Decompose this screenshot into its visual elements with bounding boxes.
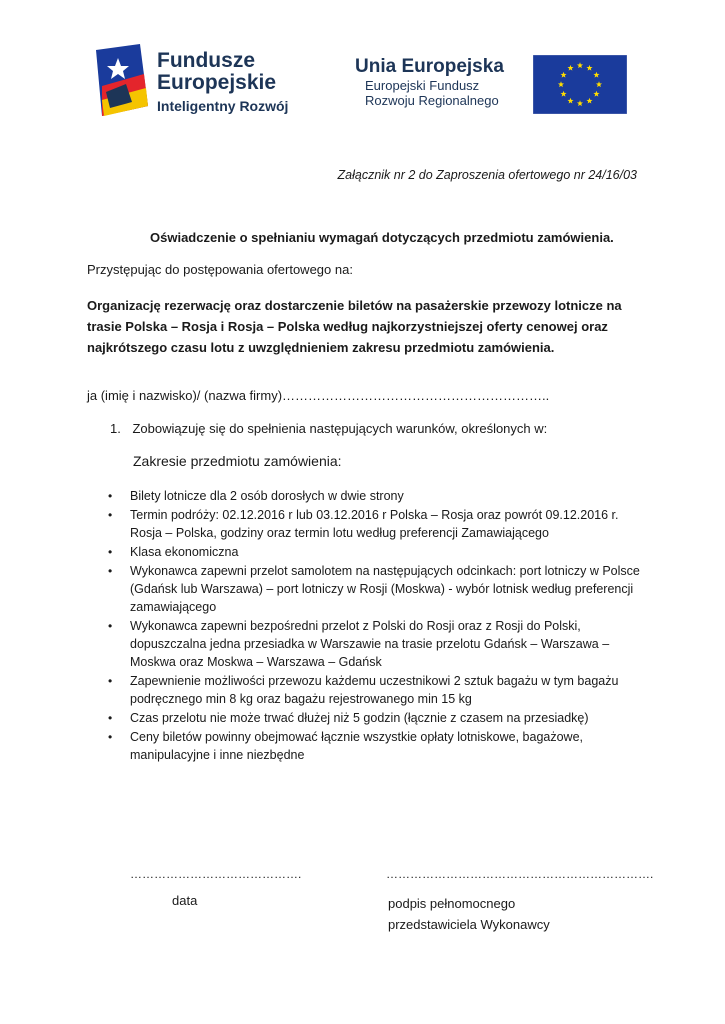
fundusze-europejskie-logo-text — [157, 50, 288, 114]
point-number: 1. — [110, 421, 121, 436]
bullet-icon: • — [108, 711, 113, 725]
bullet-icon: • — [108, 508, 113, 522]
ue-logo-line2: Europejski Fundusz — [365, 78, 480, 93]
list-item: • Wykonawca zapewni przelot samolotem na następujących odcinkach: port lotniczy w Polsce (Gdańsk lub Warszawa) – port lotniczy w Rosji (Moskwa) - wybór lotnisk według preferencji zamawiającego — [108, 564, 640, 614]
intro-text: Przystępując do postępowania ofertowego na: — [87, 262, 353, 277]
signature-label — [388, 893, 550, 935]
date-fill-line: ……………………………………. — [130, 867, 302, 881]
document-title: Oświadczenie o spełnianiu wymagań dotyczących przedmiotu zamówienia. — [150, 230, 614, 245]
annex-reference: Załącznik nr 2 do Zaproszenia ofertowego nr 24/16/03 — [337, 168, 637, 182]
eu-flag-icon — [533, 55, 627, 114]
unia-europejska-logo-text — [355, 56, 504, 108]
bullet-icon: • — [108, 619, 113, 633]
requirements-list — [108, 487, 648, 765]
fe-logo-line1: Fundusze — [157, 49, 255, 72]
list-item: • Zapewnienie możliwości przewozu każdemu uczestnikowi 2 sztuk bagażu w tym bagażu podręcznego min 8 kg oraz bagażu rejestrowanego min 15 kg — [108, 674, 619, 706]
fe-logo-line2: Europejskie — [157, 71, 277, 94]
ue-logo-line1: Unia Europejska — [355, 56, 504, 77]
signature-label-line1: podpis pełnomocnego — [388, 896, 516, 911]
list-item: • Wykonawca zapewni bezpośredni przelot z Polski do Rosji oraz z Rosji do Polski, dopuszczalna jedna przesiadka w Warszawie na trasie przelotu Gdańsk – Warszawa – Moskwa oraz Moskwa – Warszawa – Gdańsk — [108, 619, 610, 669]
list-item: • Bilety lotnicze dla 2 osób dorosłych w dwie strony — [108, 489, 404, 503]
ue-logo-line3: Rozwoju Regionalnego — [365, 93, 499, 108]
signature-fill-line: …………………………………………………………. — [386, 867, 654, 881]
bullet-icon: • — [108, 489, 113, 503]
point-text: Zobowiązuję się do spełnienia następujących warunków, określonych w: — [132, 421, 548, 436]
list-item: • Czas przelotu nie może trwać dłużej niż 5 godzin (łącznie z czasem na przesiadkę) — [108, 711, 589, 725]
date-label: data — [172, 893, 198, 908]
bullet-icon: • — [108, 545, 113, 559]
numbered-point-1 — [110, 421, 547, 436]
signature-label-line2: przedstawiciela Wykonawcy — [388, 917, 550, 932]
fe-logo-line3: Inteligentny Rozwój — [157, 98, 289, 114]
list-item: • Ceny biletów powinny obejmować łącznie wszystkie opłaty lotniskowe, bagażowe, manipulacyjne i inne niezbędne — [108, 730, 584, 762]
scope-heading: Zakresie przedmiotu zamówienia: — [133, 453, 342, 469]
name-fill-line: ja (imię i nazwisko)/ (nazwa firmy)…………………………………………………….. — [87, 388, 550, 403]
list-item: • Termin podróży: 02.12.2016 r lub 03.12.2016 r Polska – Rosja oraz powrót 09.12.2016 r. Rosja – Polska, godziny oraz termin lotu według preferencji Zamawiającego — [108, 508, 619, 540]
order-subject: Organizację rezerwację oraz dostarczenie biletów na pasażerskie przewozy lotnicze na trasie Polska – Rosja i Rosja – Polska według najkorzystniejszej oferty cenowej oraz najkrótszego czasu lotu z uwzględnieniem zakresu przedmiotu zamówienia. — [87, 298, 622, 355]
bullet-icon: • — [108, 564, 113, 578]
list-item: • Klasa ekonomiczna — [108, 545, 239, 559]
bullet-icon: • — [108, 674, 113, 688]
fundusze-europejskie-logo-mark — [96, 44, 152, 119]
bullet-icon: • — [108, 730, 113, 744]
